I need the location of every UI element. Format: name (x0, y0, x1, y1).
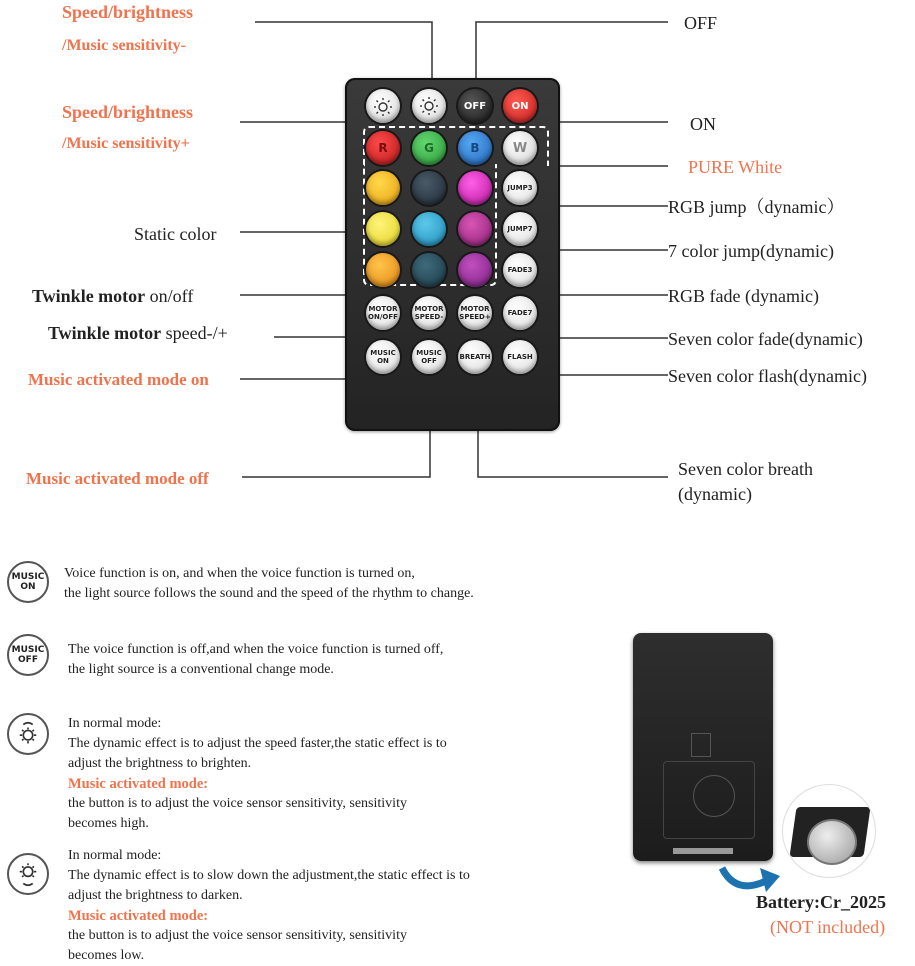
on-button[interactable]: ON (503, 89, 537, 123)
label-pure-white: PURE White (688, 157, 783, 177)
jump3-button[interactable]: JUMP3 (503, 171, 537, 205)
music-on-button[interactable]: MUSIC ON (366, 340, 400, 374)
label-rgb-fade: RGB fade (dynamic) (668, 286, 819, 306)
fade3-button[interactable]: FADE3 (503, 253, 537, 287)
battery-note: (NOT included) (770, 917, 886, 937)
color-button-dark-slate[interactable] (412, 171, 446, 205)
coin-cell-slot (693, 775, 735, 817)
motor-speed-minus-button[interactable]: MOTOR SPEED- (412, 296, 446, 330)
label-breath-line1: Seven color breath (678, 459, 813, 479)
blue-button[interactable]: B (458, 131, 492, 165)
label-on: ON (690, 114, 716, 134)
label-twinkle-speed: Twinkle motor speed-/+ (48, 323, 228, 343)
music-on-description: Voice function is on, and when the voice function is turned on, the light source follows the sound and the speed of the rhythm to change. (64, 566, 474, 601)
label-speed-minus-line2: /Music sensitivity- (62, 37, 186, 54)
recycle-mark-icon (691, 733, 711, 757)
music-off-description: The voice function is off,and when the voice function is turned off, the light source is a conventional change mode. (68, 642, 444, 677)
color-button-yellow[interactable] (366, 212, 400, 246)
speed-minus-icon (7, 853, 49, 895)
color-button-violet[interactable] (458, 253, 492, 287)
jump7-button[interactable]: JUMP7 (503, 212, 537, 246)
label-seven-flash: Seven color flash(dynamic) (668, 366, 867, 386)
label-rgb-jump: RGB jump（dynamic） (668, 197, 845, 217)
label-music-on: Music activated mode on (28, 370, 209, 389)
label-static-color: Static color (134, 224, 217, 244)
speed-minus-description: In normal mode: The dynamic effect is to slow down the adjustment,the static effect is to adjust the brightness to darken. Music activated mode: the button is to adjust the voice sensor sensitivity, sensitivity becomes low. (68, 848, 470, 963)
green-button[interactable]: G (412, 131, 446, 165)
speed-plus-button[interactable] (366, 89, 400, 123)
speed-plus-description: In normal mode: The dynamic effect is to adjust the speed faster,the static effect is to adjust the brightness to brighten. Music activated mode: the button is to adjust the voice sensor sensitivity, sensitivity becomes high. (68, 716, 447, 831)
label-music-off: Music activated mode off (26, 469, 209, 488)
label-twinkle-onoff: Twinkle motor on/off (32, 286, 194, 306)
music-on-icon: MUSIC ON (7, 561, 49, 603)
motor-speed-plus-button[interactable]: MOTOR SPEED+ (458, 296, 492, 330)
color-button-orange[interactable] (366, 253, 400, 287)
label-breath-line2: (dynamic) (678, 484, 752, 504)
color-button-purple[interactable] (458, 212, 492, 246)
speed-minus-button[interactable] (412, 89, 446, 123)
off-button[interactable]: OFF (458, 89, 492, 123)
white-button[interactable]: W (503, 131, 537, 165)
label-speed-plus-line1: Speed/brightness (62, 102, 194, 122)
remote-back-view (633, 633, 773, 861)
music-off-icon: MUSIC OFF (7, 634, 49, 676)
color-button-magenta[interactable] (458, 171, 492, 205)
label-off: OFF (684, 13, 718, 33)
fade7-button[interactable]: FADE7 (503, 296, 537, 330)
label-speed-plus-line2: /Music sensitivity+ (62, 135, 190, 152)
flash-button[interactable]: FLASH (503, 340, 537, 374)
sun-up-icon (372, 95, 394, 117)
color-button-yellow-orange[interactable] (366, 171, 400, 205)
battery-label: Battery:Cr_2025 (756, 892, 886, 912)
music-off-button[interactable]: MUSIC OFF (412, 340, 446, 374)
breath-button[interactable]: BREATH (458, 340, 492, 374)
color-button-teal[interactable] (412, 253, 446, 287)
sun-down-icon (418, 95, 440, 117)
color-button-cyan[interactable] (412, 212, 446, 246)
label-seven-jump: 7 color jump(dynamic) (668, 241, 834, 261)
remote-control (345, 78, 560, 431)
battery-photo (782, 784, 876, 878)
red-button[interactable]: R (366, 131, 400, 165)
coin-cell-battery-icon (807, 819, 857, 865)
motor-onoff-button[interactable]: MOTOR ON/OFF (366, 296, 400, 330)
speed-plus-icon (7, 713, 49, 755)
label-speed-minus-line1: Speed/brightness (62, 2, 194, 22)
label-seven-fade: Seven color fade(dynamic) (668, 329, 863, 349)
